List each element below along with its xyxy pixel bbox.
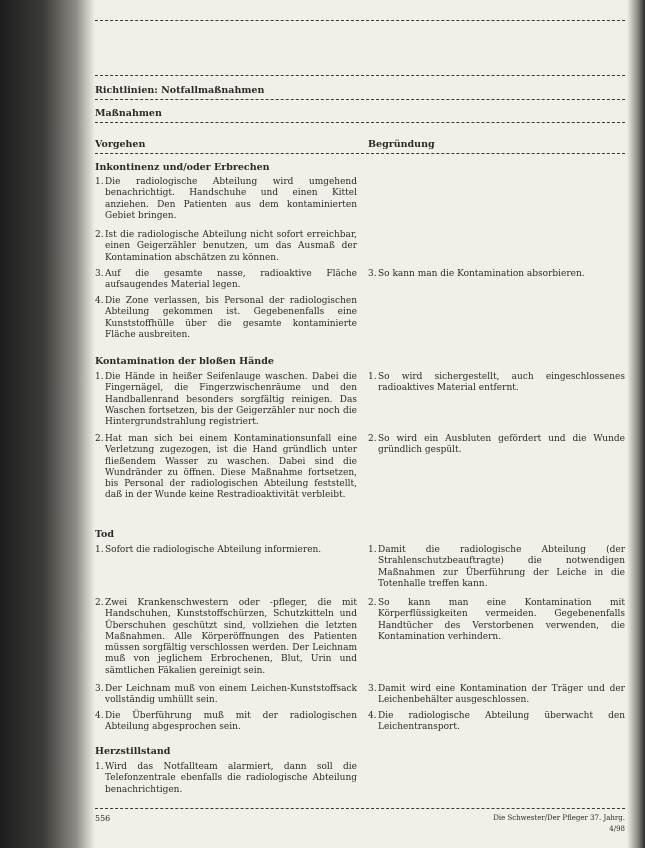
column-header-rule bbox=[95, 153, 625, 154]
item-text: Wird das Notfallteam alarmiert, dann soll die Telefonzentrale ebenfalls die radiologische Abteilung benachrichtigen. bbox=[105, 762, 357, 795]
reason-number: 3. bbox=[368, 684, 377, 694]
footer-rule bbox=[95, 808, 625, 809]
subtitle-rule bbox=[95, 122, 625, 123]
reason-number: 2. bbox=[368, 434, 377, 444]
item-number: 3. bbox=[95, 684, 104, 694]
reason-text: So wird sichergestellt, auch eingeschlossenes radioaktives Material entfernt. bbox=[378, 372, 625, 394]
list-item bbox=[95, 684, 357, 707]
item-number: 1. bbox=[95, 545, 104, 555]
item-number: 2. bbox=[95, 434, 104, 444]
item-number: 3. bbox=[95, 269, 104, 279]
item-text: Die Überführung muß mit der radiologischen Abteilung abgesprochen sein. bbox=[105, 711, 357, 733]
item-number: 1. bbox=[95, 372, 104, 382]
item-number: 2. bbox=[95, 230, 104, 240]
reason-text: Damit die radiologische Abteilung (der Strahlenschutzbeauftragte) die notwendigen Maßnahmen zur Überführung der Leiche in die Totenhalle treffen kann. bbox=[378, 545, 625, 589]
list-item bbox=[95, 711, 357, 734]
reason-item bbox=[368, 372, 625, 395]
item-text: Hat man sich bei einem Kontaminationsunfall eine Verletzung zugezogen, ist die Hand gründlich unter fließendem Wasser zu waschen. Dabei sind die Wundränder zu öffnen. Diese Maßnahme fortsetzen, bis Personal der radiologischen Abteilung feststellt, daß in der Wunde keine Restradioaktivität verbleibt. bbox=[105, 434, 357, 501]
document-subtitle: Maßnahmen bbox=[95, 108, 162, 119]
reason-text: So wird ein Ausbluten gefördert und die Wunde gründlich gespült. bbox=[378, 434, 625, 456]
reason-text: So kann man die Kontamination absorbieren. bbox=[378, 269, 585, 279]
section-heading: Tod bbox=[95, 529, 114, 540]
reason-number: 4. bbox=[368, 711, 377, 721]
section-heading: Inkontinenz und/oder Erbrechen bbox=[95, 162, 270, 173]
list-item bbox=[95, 545, 357, 556]
list-item bbox=[95, 434, 357, 502]
book-gutter-shadow bbox=[0, 0, 95, 848]
reason-number: 1. bbox=[368, 545, 377, 555]
item-number: 4. bbox=[95, 711, 104, 721]
reason-text: Die radiologische Abteilung überwacht den Leichentransport. bbox=[378, 711, 625, 733]
reason-item bbox=[368, 545, 625, 590]
item-text: Der Leichnam muß von einem Leichen-Kunststoffsack vollständig umhüllt sein. bbox=[105, 684, 357, 706]
reason-number: 2. bbox=[368, 598, 377, 608]
list-item bbox=[95, 762, 357, 796]
list-item bbox=[95, 372, 357, 428]
reason-item bbox=[368, 711, 625, 734]
item-text: Ist die radiologische Abteilung nicht sofort erreichbar, einen Geigerzähler benutzen, um das Ausmaß der Kontamination abschätzen zu können. bbox=[105, 230, 357, 263]
item-number: 1. bbox=[95, 177, 104, 187]
list-item bbox=[95, 269, 357, 292]
list-item bbox=[95, 177, 357, 222]
reason-item bbox=[368, 269, 625, 280]
publication-footer: Die Schwester/Der Pfleger 37. Jahrg. 4/98 bbox=[493, 814, 625, 834]
item-text: Zwei Krankenschwestern oder -pfleger, die mit Handschuhen, Kunststoffschürzen, Schutzkitteln und Überschuhen geschützt sind, vollziehen die letzten Maßnahmen. Alle Körperöffnungen des Patienten müssen sorgfältig verschlossen werden. Der Leichnam muß von jeglichem Erbrochenen, Blut, Urin und sämtlichen Fäkalien gereinigt sein. bbox=[105, 598, 357, 676]
reason-item bbox=[368, 598, 625, 643]
reason-text: Damit wird eine Kontamination der Träger und der Leichenbehälter ausgeschlossen. bbox=[378, 684, 625, 706]
reason-item bbox=[368, 434, 625, 457]
title-rule bbox=[95, 99, 625, 100]
reason-text: So kann man eine Kontamination mit Körperflüssigkeiten vermeiden. Gegebenenfalls Handtücher des Verstorbenen verwenden, die Kontamination verhindern. bbox=[378, 598, 625, 642]
item-text: Die radiologische Abteilung wird umgehend benachrichtigt. Handschuhe und einen Kittel anziehen. Den Patienten aus dem kontaminierten Gebiet bringen. bbox=[105, 177, 357, 221]
top-rule bbox=[95, 20, 625, 21]
item-number: 2. bbox=[95, 598, 104, 608]
reason-item bbox=[368, 684, 625, 707]
list-item bbox=[95, 598, 357, 677]
page-edge-shadow bbox=[627, 0, 645, 848]
item-text: Die Zone verlassen, bis Personal der radiologischen Abteilung gekommen ist. Gegebenenfalls eine Kunststoffhülle über die gesamte kontaminierte Fläche ausbreiten. bbox=[105, 296, 357, 340]
reason-number: 3. bbox=[368, 269, 377, 279]
item-number: 1. bbox=[95, 762, 104, 772]
section-heading: Kontamination der bloßen Hände bbox=[95, 356, 274, 367]
page-number: 556 bbox=[95, 814, 111, 823]
item-text: Sofort die radiologische Abteilung informieren. bbox=[105, 545, 322, 555]
document-title: Richtlinien: Notfallmaßnahmen bbox=[95, 85, 265, 96]
list-item bbox=[95, 296, 357, 341]
column-header-right: Begründung bbox=[368, 139, 435, 150]
column-header-left: Vorgehen bbox=[95, 139, 146, 150]
item-text: Auf die gesamte nasse, radioaktive Fläche aufsaugendes Material legen. bbox=[105, 269, 357, 291]
rule-above-title bbox=[95, 75, 625, 76]
list-item bbox=[95, 230, 357, 264]
section-heading: Herzstillstand bbox=[95, 746, 171, 757]
item-text: Die Hände in heißer Seifenlauge waschen. Dabei die Fingernägel, die Fingerzwischenräume und den Handballenrand besonders sorgfältig reinigen. Das Waschen fortsetzen, bis der Geigerzähler nur noch die Hintergrundstrahlung registriert. bbox=[105, 372, 357, 428]
item-number: 4. bbox=[95, 296, 104, 306]
reason-number: 1. bbox=[368, 372, 377, 382]
